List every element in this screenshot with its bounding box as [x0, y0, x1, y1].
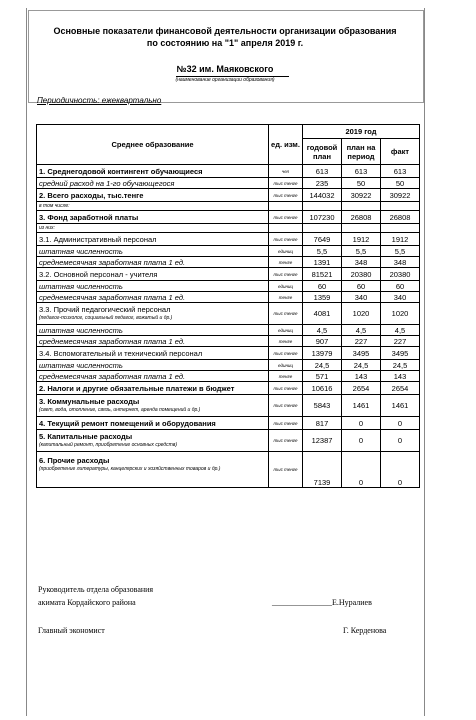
row-label: штатная численность	[39, 246, 123, 256]
row-label: 3. Коммунальные расходы	[39, 397, 140, 406]
row-fact: 5,5	[381, 246, 420, 257]
row-annual-plan: 1391	[303, 257, 342, 268]
row-unit: тыс тенге	[269, 211, 303, 224]
header-name: Среднее образование	[37, 125, 269, 165]
row-period-plan: 30922	[342, 189, 381, 202]
table-row	[37, 347, 420, 360]
row-label: в том числе:	[39, 202, 70, 209]
economist-title: Главный экономист	[38, 626, 105, 635]
header-annual-plan: годовой план	[303, 139, 342, 165]
row-name	[37, 202, 269, 211]
row-unit: тыс тенге	[269, 382, 303, 395]
row-annual-plan: 235	[303, 178, 342, 189]
row-unit: чел	[269, 165, 303, 178]
row-annual-plan: 907	[303, 336, 342, 347]
economist-name: Г. Керденова	[343, 626, 387, 635]
table-row	[37, 395, 420, 417]
table-row	[37, 360, 420, 371]
table-row	[37, 178, 420, 189]
row-name	[37, 395, 269, 417]
row-fact: 0	[381, 417, 420, 430]
row-name	[37, 336, 269, 347]
table-row	[37, 233, 420, 246]
row-annual-plan	[303, 202, 342, 211]
row-label: 2. Налоги и другие обязательные платежи в бюджет	[39, 383, 235, 393]
row-label: 3. Фонд заработной платы	[39, 212, 139, 222]
table-row	[37, 281, 420, 292]
row-name	[37, 417, 269, 430]
row-label: штатная численность	[39, 281, 123, 291]
row-name	[37, 325, 269, 336]
row-period-plan: 50	[342, 178, 381, 189]
row-fact: 1912	[381, 233, 420, 246]
table-row	[37, 430, 420, 452]
row-unit: единиц	[269, 246, 303, 257]
row-fact: 1461	[381, 395, 420, 417]
row-period-plan	[342, 224, 381, 233]
row-fact: 348	[381, 257, 420, 268]
row-name	[37, 189, 269, 202]
row-annual-plan: 13979	[303, 347, 342, 360]
row-annual-plan: 144032	[303, 189, 342, 202]
row-name	[37, 268, 269, 281]
row-label: среднемесячная заработная плата 1 ед.	[39, 336, 186, 346]
row-name	[37, 347, 269, 360]
row-label: 3.3. Прочий педагогический персонал	[39, 305, 171, 314]
row-period-plan: 143	[342, 371, 381, 382]
row-period-plan: 227	[342, 336, 381, 347]
financial-table	[36, 124, 420, 488]
row-annual-plan	[303, 224, 342, 233]
row-name	[37, 303, 269, 325]
table-row	[37, 211, 420, 224]
row-period-plan: 5,5	[342, 246, 381, 257]
header-year: 2019 год	[303, 125, 420, 139]
row-annual-plan: 7139	[303, 452, 342, 488]
row-unit: тыс тенге	[269, 395, 303, 417]
row-unit: тыс тенге	[269, 430, 303, 452]
row-unit: тенге	[269, 257, 303, 268]
row-name	[37, 281, 269, 292]
row-annual-plan: 7649	[303, 233, 342, 246]
head-signature-line: _______________Е.Нуралиев	[272, 598, 372, 607]
row-annual-plan: 1359	[303, 292, 342, 303]
row-annual-plan: 60	[303, 281, 342, 292]
row-fact: 613	[381, 165, 420, 178]
row-fact	[381, 224, 420, 233]
organization-note: (наименование организации образования)	[175, 77, 275, 83]
row-name	[37, 178, 269, 189]
row-annual-plan: 4081	[303, 303, 342, 325]
row-annual-plan: 817	[303, 417, 342, 430]
row-sublabel: (свет, вода, отопление, связь, интернет, аренда помещений и др.)	[39, 407, 201, 413]
row-fact: 3495	[381, 347, 420, 360]
row-fact: 26808	[381, 211, 420, 224]
table-row	[37, 336, 420, 347]
row-unit: тенге	[269, 292, 303, 303]
row-label: штатная численность	[39, 325, 123, 335]
table-row	[37, 371, 420, 382]
row-fact: 60	[381, 281, 420, 292]
row-fact: 50	[381, 178, 420, 189]
row-sublabel: (капитальный ремонт, приобретение основных средств)	[39, 442, 178, 448]
row-fact: 24,5	[381, 360, 420, 371]
row-label: среднемесячная заработная плата 1 ед.	[39, 292, 186, 302]
organization-name: №32 им. Маяковского	[176, 64, 274, 74]
table-row	[37, 382, 420, 395]
row-fact: 143	[381, 371, 420, 382]
row-name	[37, 211, 269, 224]
row-fact: 1020	[381, 303, 420, 325]
row-name	[37, 382, 269, 395]
header-fact: факт	[381, 139, 420, 165]
row-label: 6. Прочие расходы	[39, 456, 110, 465]
row-unit: тыс тенге	[269, 303, 303, 325]
row-fact: 340	[381, 292, 420, 303]
table-row	[37, 452, 420, 488]
row-annual-plan: 5,5	[303, 246, 342, 257]
row-name	[37, 165, 269, 178]
row-label: 4. Текущий ремонт помещений и оборудования	[39, 418, 216, 428]
row-unit	[269, 202, 303, 211]
table-row	[37, 165, 420, 178]
row-fact: 4,5	[381, 325, 420, 336]
header-period-plan: план на период	[342, 139, 381, 165]
row-label: среднемесячная заработная плата 1 ед.	[39, 257, 186, 267]
row-period-plan: 4,5	[342, 325, 381, 336]
row-annual-plan: 4,5	[303, 325, 342, 336]
row-fact: 20380	[381, 268, 420, 281]
row-annual-plan: 571	[303, 371, 342, 382]
row-annual-plan: 10616	[303, 382, 342, 395]
row-annual-plan: 24,5	[303, 360, 342, 371]
row-name	[37, 452, 269, 488]
table-row	[37, 202, 420, 211]
row-unit: единиц	[269, 360, 303, 371]
row-unit: тыс тенге	[269, 347, 303, 360]
row-period-plan: 1461	[342, 395, 381, 417]
row-period-plan: 1020	[342, 303, 381, 325]
row-unit: единиц	[269, 281, 303, 292]
row-period-plan: 20380	[342, 268, 381, 281]
header-frame	[28, 10, 424, 103]
row-unit: тыс тенге	[269, 417, 303, 430]
row-label: 3.1. Административный персонал	[39, 234, 157, 244]
row-period-plan: 60	[342, 281, 381, 292]
table-row	[37, 417, 420, 430]
row-period-plan: 340	[342, 292, 381, 303]
row-period-plan: 3495	[342, 347, 381, 360]
row-label: 1. Среднегодовой контингент обучающиеся	[39, 166, 203, 176]
row-unit: тыс тенге	[269, 268, 303, 281]
table-row	[37, 257, 420, 268]
row-period-plan: 0	[342, 430, 381, 452]
row-sublabel: (приобретение литературы, канцелярских и хозяйственных товаров и др.)	[39, 466, 221, 472]
row-fact: 2654	[381, 382, 420, 395]
table-row	[37, 189, 420, 202]
row-name	[37, 233, 269, 246]
row-label: 3.4. Вспомогательный и технический персонал	[39, 348, 203, 358]
row-fact: 30922	[381, 189, 420, 202]
row-period-plan: 613	[342, 165, 381, 178]
table-row	[37, 325, 420, 336]
row-label: штатная численность	[39, 360, 123, 370]
row-unit	[269, 224, 303, 233]
row-fact	[381, 202, 420, 211]
row-name	[37, 360, 269, 371]
row-name	[37, 246, 269, 257]
row-label: средний расход на 1-го обучающегося	[39, 178, 175, 188]
header-unit: ед. изм.	[269, 125, 303, 165]
row-period-plan: 1912	[342, 233, 381, 246]
row-name	[37, 292, 269, 303]
row-name	[37, 430, 269, 452]
head-title-line1: Руководитель отдела образования	[38, 585, 154, 594]
row-period-plan: 24,5	[342, 360, 381, 371]
row-fact: 0	[381, 452, 420, 488]
row-label: среднемесячная заработная плата 1 ед.	[39, 371, 186, 381]
row-unit: тыс тенге	[269, 233, 303, 246]
row-period-plan	[342, 202, 381, 211]
document-title-line2: по состоянию на "1" апреля 2019 г.	[146, 38, 304, 48]
row-period-plan: 348	[342, 257, 381, 268]
table-row	[37, 268, 420, 281]
row-annual-plan: 5843	[303, 395, 342, 417]
row-fact: 0	[381, 430, 420, 452]
row-unit: тыс тенге	[269, 452, 303, 488]
row-label: 2. Всего расходы, тыс.тенге	[39, 190, 144, 200]
row-name	[37, 257, 269, 268]
row-label: 3.2. Основной персонал - учителя	[39, 269, 158, 279]
head-title-line2: акимата Кордайского района	[38, 598, 136, 607]
table-row	[37, 303, 420, 325]
row-period-plan: 0	[342, 417, 381, 430]
row-name	[37, 371, 269, 382]
row-period-plan: 26808	[342, 211, 381, 224]
document-title-line1: Основные показатели финансовой деятельности организации образования	[53, 26, 397, 36]
row-annual-plan: 12387	[303, 430, 342, 452]
row-annual-plan: 107230	[303, 211, 342, 224]
row-unit: тенге	[269, 371, 303, 382]
table-row	[37, 224, 420, 233]
row-name	[37, 224, 269, 233]
row-unit: тенге	[269, 336, 303, 347]
row-fact: 227	[381, 336, 420, 347]
row-period-plan: 0	[342, 452, 381, 488]
row-unit: тыс тенге	[269, 189, 303, 202]
row-label: из них:	[39, 224, 55, 231]
row-unit: тыс тенге	[269, 178, 303, 189]
row-annual-plan: 613	[303, 165, 342, 178]
row-sublabel: (педагог-психолог, социальный педагог, вожатый и др.)	[39, 315, 173, 321]
row-period-plan: 2654	[342, 382, 381, 395]
periodicity: Периодичность: ежеквартально	[37, 96, 162, 105]
row-label: 5. Капитальные расходы	[39, 432, 133, 441]
row-unit: единиц	[269, 325, 303, 336]
table-row	[37, 292, 420, 303]
table-row	[37, 246, 420, 257]
row-annual-plan: 81521	[303, 268, 342, 281]
